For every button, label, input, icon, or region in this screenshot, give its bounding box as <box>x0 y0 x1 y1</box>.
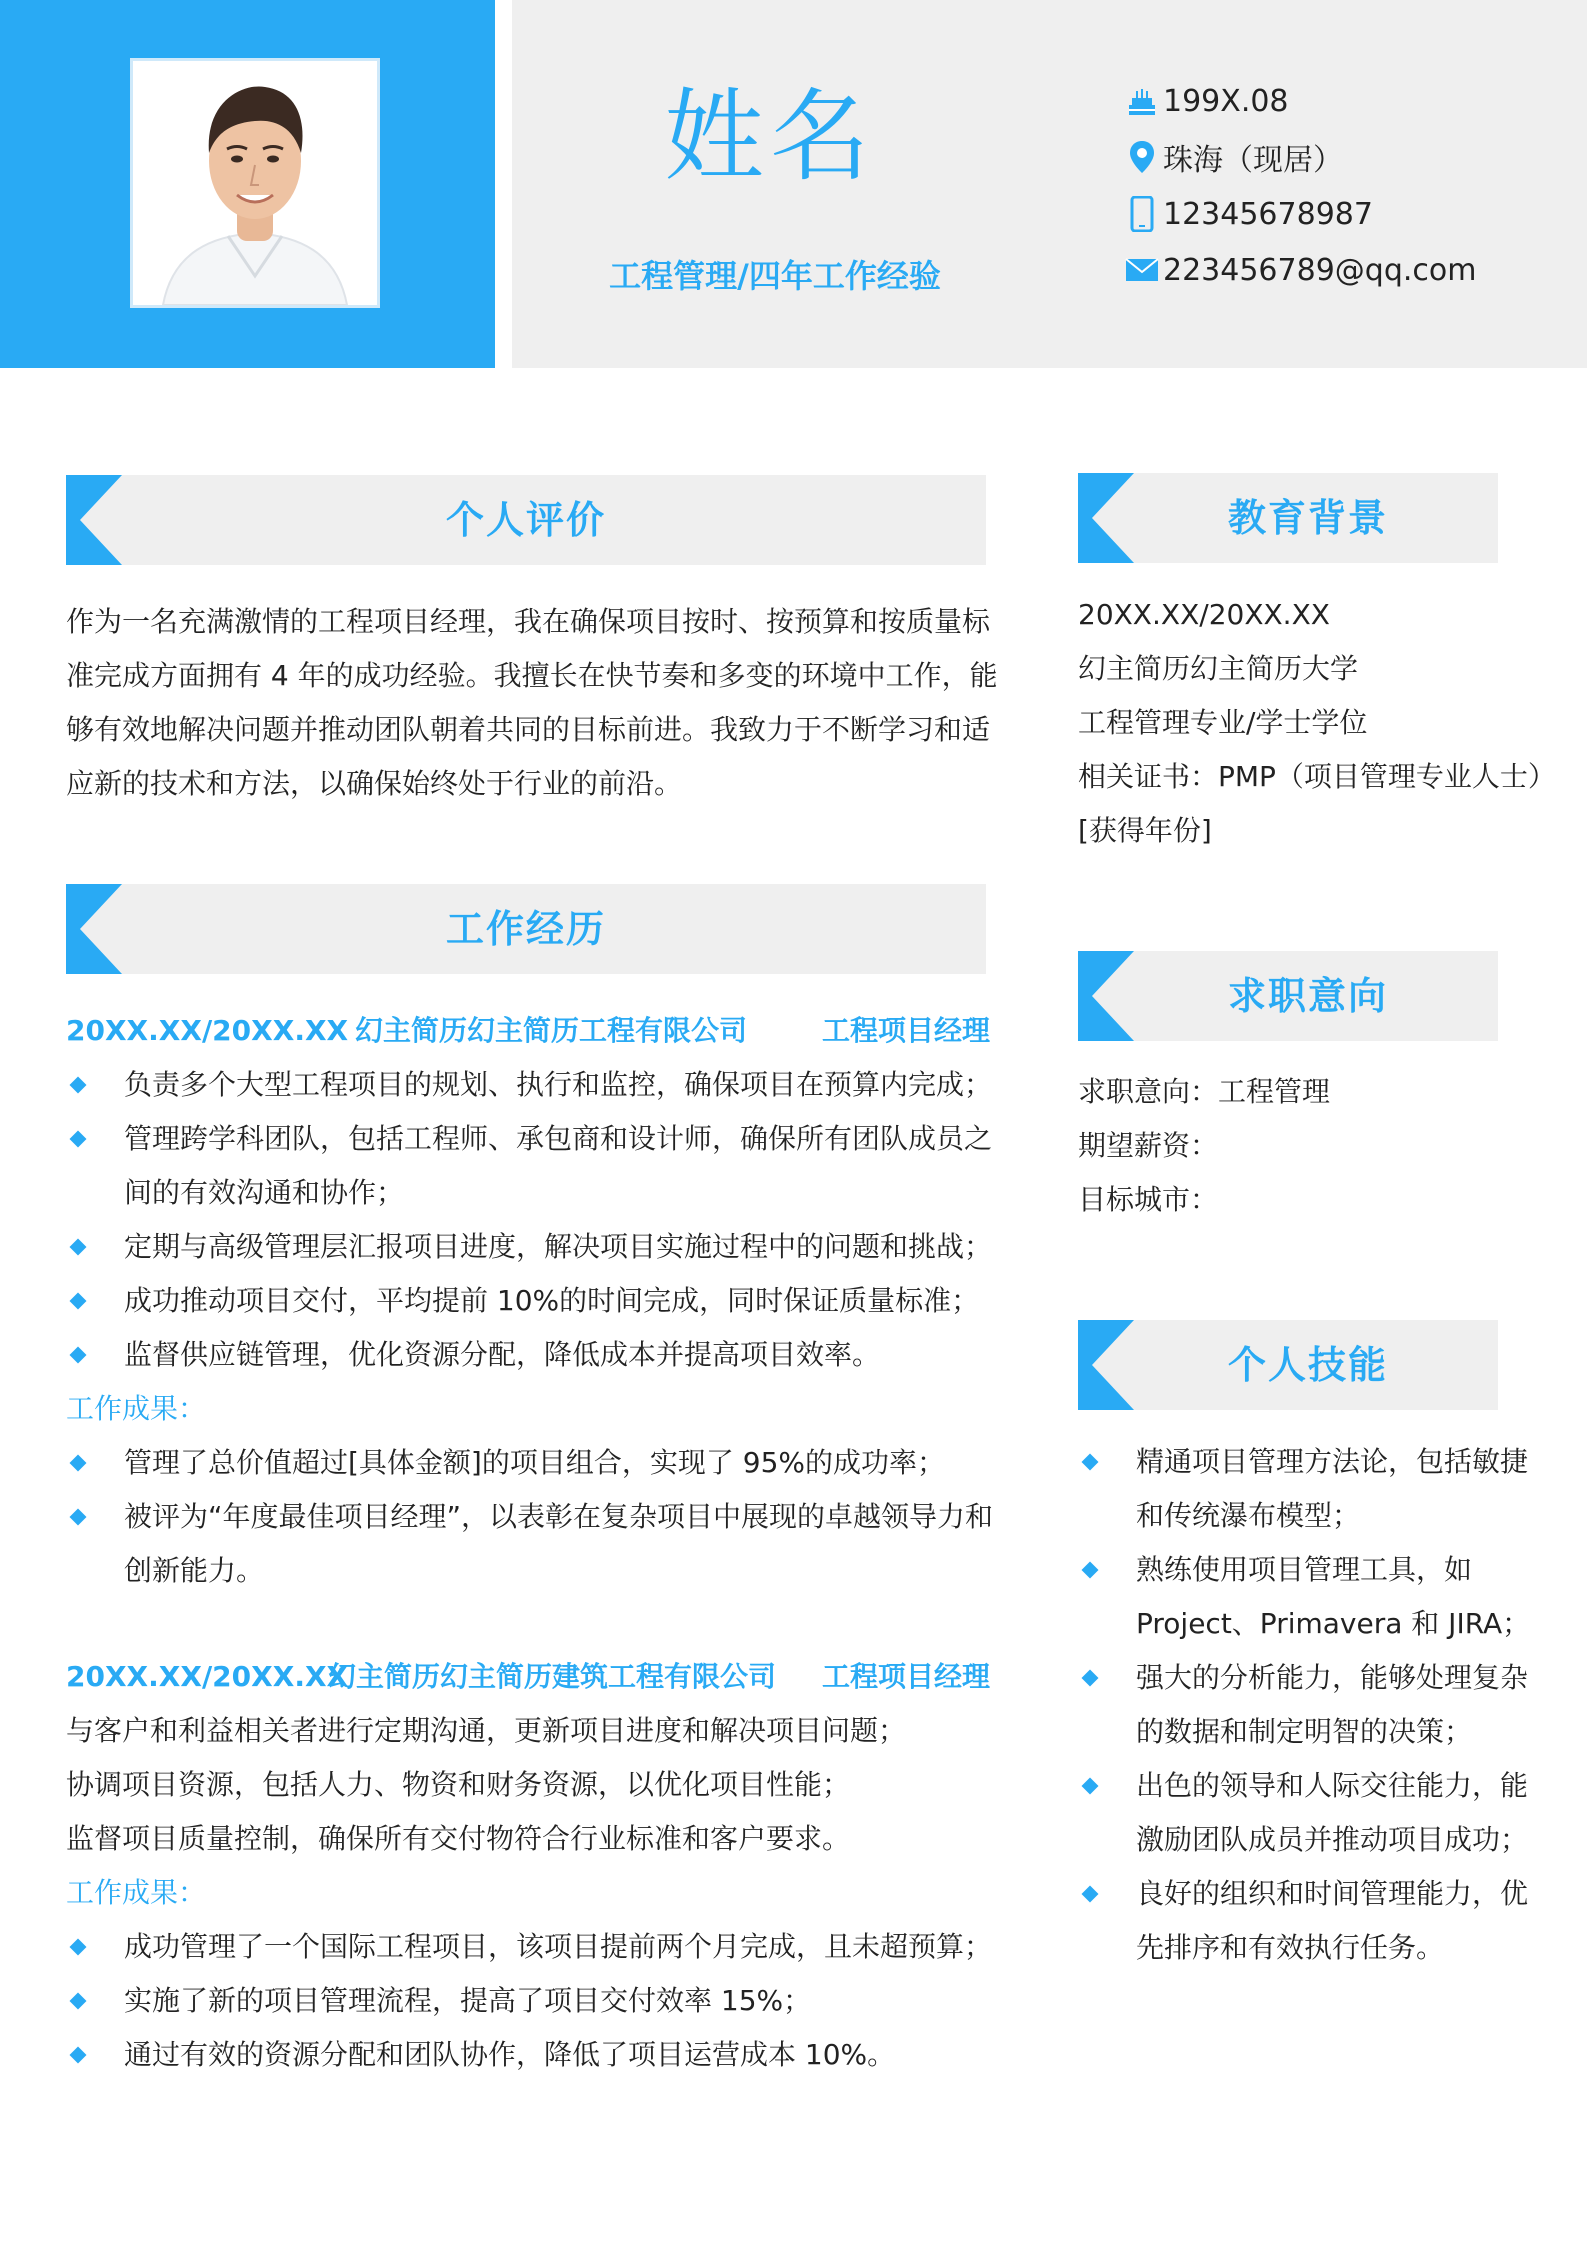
list-item-text: 强大的分析能力，能够处理复杂 <box>1136 1661 1529 1694</box>
list-item <box>1078 1651 1578 1759</box>
list-item-text: 与客户和利益相关者进行定期沟通，更新项目进度和解决项目问题； <box>66 1714 907 1747</box>
list-item-text: 协调项目资源，包括人力、物资和财务资源，以优化项目性能； <box>66 1768 851 1801</box>
education-major: 工程管理专业/学士学位 <box>1078 706 1368 739</box>
list-item-text: 成功推动项目交付，平均提前 10%的时间完成，同时保证质量标准； <box>124 1284 980 1317</box>
list-item-text: 成功管理了一个国际工程项目，该项目提前两个月完成，且未超预算； <box>124 1930 993 1963</box>
diamond-bullet-icon <box>70 1077 87 1094</box>
evaluation-line: 作为一名充满激情的工程项目经理，我在确保项目按时、按预算和按质量标 <box>66 605 991 638</box>
list-item-text: 精通项目管理方法论，包括敏捷 <box>1136 1445 1529 1478</box>
job-role: 工程项目经理 <box>822 1660 991 1693</box>
diamond-bullet-icon <box>70 1993 87 2010</box>
list-item-text: 创新能力。 <box>124 1554 265 1587</box>
list-item <box>1078 1543 1578 1651</box>
list-item-text: Project、Primavera 和 JIRA； <box>1136 1607 1531 1640</box>
list-item <box>1078 1759 1578 1867</box>
section-header-work <box>66 884 986 974</box>
diamond-bullet-icon <box>1082 1454 1099 1471</box>
intention-salary: 期望薪资： <box>1078 1129 1219 1162</box>
list-item-text: 熟练使用项目管理工具，如 <box>1136 1553 1473 1586</box>
list-item-text: 通过有效的资源分配和团队协作，降低了项目运营成本 10%。 <box>124 2038 896 2071</box>
section-title: 教育背景 <box>1227 496 1388 540</box>
achievements-label: 工作成果： <box>66 1876 207 1909</box>
contact-email <box>1125 245 1476 295</box>
diamond-bullet-icon <box>70 2047 87 2064</box>
candidate-subtitle: 工程管理/四年工作经验 <box>609 257 941 295</box>
intention-city: 目标城市： <box>1078 1183 1219 1216</box>
list-item-text: 和传统瀑布模型； <box>1136 1499 1361 1532</box>
list-item-text: 被评为“年度最佳项目经理”，以表彰在复杂项目中展现的卓越领导力和 <box>124 1500 994 1533</box>
diamond-bullet-icon <box>70 1293 87 1310</box>
list-item-text: 管理了总价值超过[具体金额]的项目组合，实现了 95%的成功率； <box>124 1446 945 1479</box>
job-duties-list <box>66 1058 1016 1598</box>
contact-birthday-text: 199X.08 <box>1163 83 1289 119</box>
list-item <box>66 1328 1016 1382</box>
list-item <box>66 1920 1016 1974</box>
job-company: 幻主简历幻主简历工程有限公司 <box>355 1014 748 1047</box>
location-pin-icon <box>1125 139 1159 175</box>
list-item <box>1078 1867 1578 1975</box>
education-school: 幻主简历幻主简历大学 <box>1078 652 1359 685</box>
job-duties-list <box>66 1704 1016 2082</box>
list-item <box>66 1436 1016 1490</box>
envelope-icon <box>1125 252 1159 288</box>
section-title: 求职意向 <box>1227 974 1388 1018</box>
portrait-illustration <box>133 61 377 305</box>
list-item-text: 良好的组织和时间管理能力，优 <box>1136 1877 1529 1910</box>
section-header-evaluation <box>66 475 986 565</box>
diamond-bullet-icon <box>1082 1562 1099 1579</box>
list-item-text: 激励团队成员并推动项目成功； <box>1136 1823 1529 1856</box>
mobile-phone-icon <box>1125 196 1159 232</box>
diamond-bullet-icon <box>1082 1670 1099 1687</box>
section-header-education <box>1078 473 1498 563</box>
list-item-text: 先排序和有效执行任务。 <box>1136 1931 1445 1964</box>
evaluation-text <box>66 595 1006 811</box>
education-certificate-year: [获得年份] <box>1078 814 1212 847</box>
achievements-label: 工作成果： <box>66 1392 207 1425</box>
list-item-text: 间的有效沟通和协作； <box>124 1176 405 1209</box>
diamond-bullet-icon <box>70 1131 87 1148</box>
job-company: 幻主简历幻主简历建筑工程有限公司 <box>328 1660 777 1693</box>
list-item-text: 的数据和制定明智的决策； <box>1136 1715 1473 1748</box>
section-header-skills <box>1078 1320 1498 1410</box>
diamond-bullet-icon <box>1082 1886 1099 1903</box>
skills-list <box>1078 1435 1578 1975</box>
contact-phone <box>1125 189 1373 239</box>
list-item-text: 监督供应链管理，优化资源分配，降低成本并提高项目效率。 <box>124 1338 881 1371</box>
contact-phone-text: 12345678987 <box>1163 196 1373 232</box>
list-item-text: 管理跨学科团队，包括工程师、承包商和设计师，确保所有团队成员之 <box>124 1122 993 1155</box>
job-period: 20XX.XX/20XX.XX <box>66 1014 349 1047</box>
evaluation-line: 应新的技术和方法，以确保始终处于行业的前沿。 <box>66 767 683 800</box>
contact-location <box>1125 132 1343 182</box>
list-item <box>1078 1435 1578 1543</box>
section-title: 个人技能 <box>1227 1343 1388 1387</box>
diamond-bullet-icon <box>70 1939 87 1956</box>
list-item <box>66 1490 1016 1598</box>
list-item <box>66 1274 1016 1328</box>
contact-email-text: 223456789@qq.com <box>1163 252 1477 288</box>
list-item-text: 监督项目质量控制，确保所有交付物符合行业标准和客户要求。 <box>66 1822 851 1855</box>
contact-location-text: 珠海（现居） <box>1163 143 1343 178</box>
diamond-bullet-icon <box>70 1347 87 1364</box>
contact-birthday <box>1125 76 1289 126</box>
education-certificate: 相关证书：PMP（项目管理专业人士） <box>1078 760 1556 793</box>
list-item-text: 负责多个大型工程项目的规划、执行和监控，确保项目在预算内完成； <box>124 1068 993 1101</box>
list-item <box>66 1220 1016 1274</box>
education-details <box>1078 588 1568 858</box>
intention-field: 求职意向：工程管理 <box>1078 1075 1331 1108</box>
diamond-bullet-icon <box>70 1455 87 1472</box>
list-item-text: 定期与高级管理层汇报项目进度，解决项目实施过程中的问题和挑战； <box>124 1230 993 1263</box>
list-item <box>66 1058 1016 1112</box>
candidate-name: 姓名 <box>664 78 876 195</box>
list-item <box>66 2028 1016 2082</box>
education-period: 20XX.XX/20XX.XX <box>1078 598 1330 631</box>
diamond-bullet-icon <box>1082 1778 1099 1795</box>
evaluation-line: 够有效地解决问题并推动团队朝着共同的目标前进。我致力于不断学习和适 <box>66 713 991 746</box>
evaluation-line: 准完成方面拥有 4 年的成功经验。我擅长在快节奏和多变的环境中工作，能 <box>66 659 998 692</box>
diamond-bullet-icon <box>70 1239 87 1256</box>
list-item <box>66 1974 1016 2028</box>
section-title: 工作经历 <box>445 907 606 951</box>
job-period: 20XX.XX/20XX.XX <box>66 1660 349 1693</box>
list-item-text: 实施了新的项目管理流程，提高了项目交付效率 15%； <box>124 1984 812 2017</box>
intention-details <box>1078 1065 1568 1227</box>
section-header-intention <box>1078 951 1498 1041</box>
job-role: 工程项目经理 <box>822 1014 991 1047</box>
section-title: 个人评价 <box>445 498 606 542</box>
profile-photo <box>130 58 380 308</box>
diamond-bullet-icon <box>70 1509 87 1526</box>
list-item-text: 出色的领导和人际交往能力，能 <box>1136 1769 1529 1802</box>
birthday-cake-icon <box>1125 83 1159 119</box>
list-item <box>66 1112 1016 1220</box>
